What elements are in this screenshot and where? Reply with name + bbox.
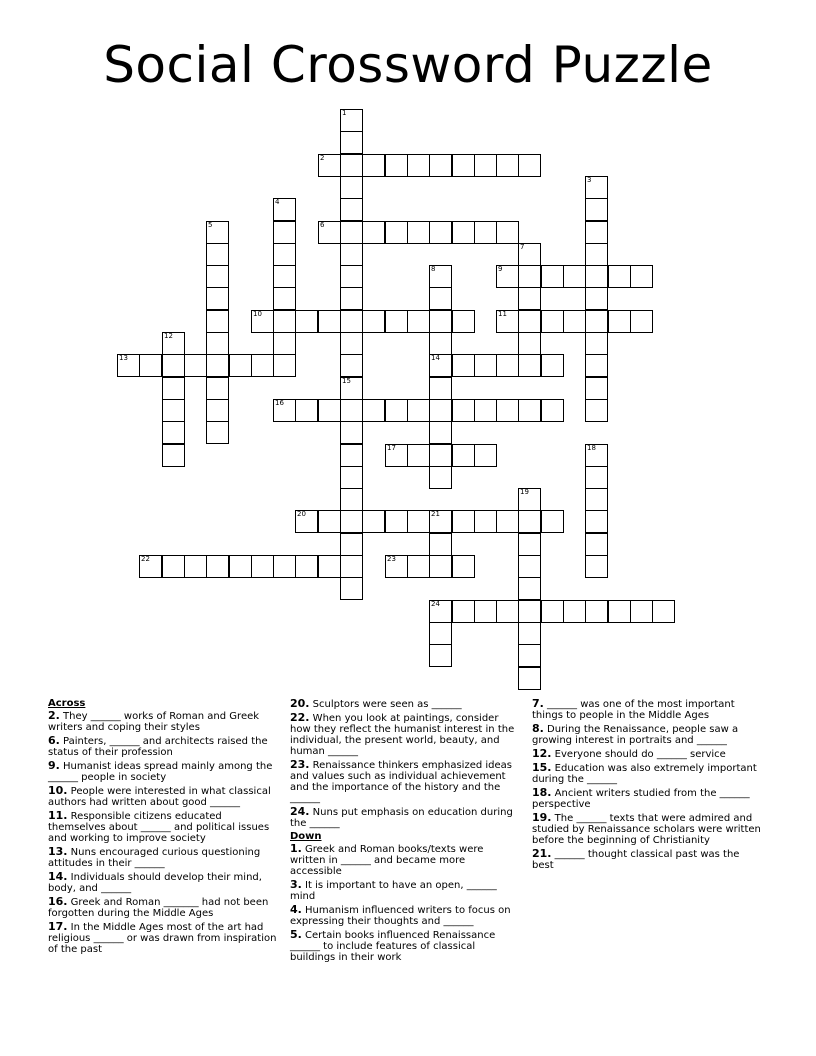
grid-cell[interactable] bbox=[585, 377, 608, 400]
clue-text: ______ thought classical past was the best bbox=[532, 849, 740, 871]
grid-cell[interactable] bbox=[407, 510, 430, 533]
grid-cell[interactable] bbox=[273, 287, 296, 310]
grid-cell[interactable] bbox=[518, 555, 541, 578]
grid-cell[interactable] bbox=[474, 510, 497, 533]
clue-number-label: 15. bbox=[532, 761, 552, 774]
clue-text: ______ was one of the most important things to people in the Middle Ages bbox=[532, 699, 735, 721]
grid-cell[interactable] bbox=[206, 332, 229, 355]
clue-text: Painters, ______ and architects raised the status of their profession bbox=[48, 736, 268, 758]
grid-cell[interactable] bbox=[541, 354, 564, 377]
clue-number-label: 8. bbox=[532, 722, 544, 735]
grid-cell[interactable] bbox=[340, 265, 363, 288]
grid-cell[interactable] bbox=[452, 154, 475, 177]
grid-cell[interactable] bbox=[452, 444, 475, 467]
clue-number-label: 16. bbox=[48, 895, 68, 908]
grid-cell[interactable] bbox=[162, 354, 185, 377]
clue-number-label: 12. bbox=[532, 747, 552, 760]
grid-cell[interactable] bbox=[206, 354, 229, 377]
clue-number: 11 bbox=[498, 310, 507, 318]
clue-number: 13 bbox=[119, 354, 128, 362]
grid-cell[interactable] bbox=[362, 399, 385, 422]
grid-cell[interactable] bbox=[585, 265, 608, 288]
clue-text: Nuns put emphasis on education during the ______ bbox=[290, 807, 513, 829]
grid-cell[interactable] bbox=[117, 354, 140, 377]
grid-cell[interactable] bbox=[563, 600, 586, 623]
grid-cell[interactable] bbox=[340, 287, 363, 310]
clue-item bbox=[48, 710, 278, 733]
grid-cell[interactable] bbox=[385, 444, 408, 467]
grid-cell[interactable] bbox=[273, 354, 296, 377]
clue-item bbox=[290, 698, 520, 710]
clue-text: Renaissance thinkers emphasized ideas and values such as individual achievement and the importance of the history and the ______ bbox=[290, 760, 512, 804]
grid-cell[interactable] bbox=[340, 577, 363, 600]
grid-cell[interactable] bbox=[630, 265, 653, 288]
clue-text: Ancient writers studied from the ______ perspective bbox=[532, 788, 750, 810]
clue-number-label: 11. bbox=[48, 809, 68, 822]
grid-cell[interactable] bbox=[429, 399, 452, 422]
clue-item bbox=[532, 787, 762, 810]
clue-number: 14 bbox=[431, 354, 440, 362]
grid-cell[interactable] bbox=[429, 287, 452, 310]
grid-cell[interactable] bbox=[407, 555, 430, 578]
grid-cell[interactable] bbox=[251, 354, 274, 377]
clue-number: 20 bbox=[297, 510, 306, 518]
clues-column-1 bbox=[48, 698, 278, 957]
clue-item bbox=[290, 759, 520, 804]
grid-cell[interactable] bbox=[518, 265, 541, 288]
grid-cell[interactable] bbox=[496, 399, 519, 422]
grid-cell[interactable] bbox=[541, 265, 564, 288]
clue-number-label: 17. bbox=[48, 920, 68, 933]
clue-number-label: 10. bbox=[48, 784, 68, 797]
grid-cell[interactable] bbox=[206, 265, 229, 288]
grid-cell[interactable] bbox=[340, 510, 363, 533]
grid-cell[interactable] bbox=[206, 310, 229, 333]
grid-cell[interactable] bbox=[452, 310, 475, 333]
clues-column-2 bbox=[290, 698, 520, 965]
clue-number: 16 bbox=[275, 399, 284, 407]
grid-cell[interactable] bbox=[429, 444, 452, 467]
clue-number-label: 3. bbox=[290, 878, 302, 891]
grid-cell[interactable] bbox=[496, 265, 519, 288]
grid-cell[interactable] bbox=[340, 444, 363, 467]
grid-cell[interactable] bbox=[429, 555, 452, 578]
clue-number-label: 18. bbox=[532, 786, 552, 799]
grid-cell[interactable] bbox=[229, 354, 252, 377]
grid-cell[interactable] bbox=[608, 310, 631, 333]
grid-cell[interactable] bbox=[563, 310, 586, 333]
grid-cell[interactable] bbox=[518, 332, 541, 355]
clue-number: 23 bbox=[387, 555, 396, 563]
grid-cell[interactable] bbox=[474, 354, 497, 377]
clue-number-label: 23. bbox=[290, 758, 310, 771]
across-heading: Across bbox=[48, 698, 86, 709]
grid-cell[interactable] bbox=[206, 555, 229, 578]
grid-cell[interactable] bbox=[273, 399, 296, 422]
grid-cell[interactable] bbox=[585, 287, 608, 310]
grid-cell[interactable] bbox=[518, 577, 541, 600]
grid-cell[interactable] bbox=[273, 265, 296, 288]
grid-cell[interactable] bbox=[585, 488, 608, 511]
grid-cell[interactable] bbox=[429, 265, 452, 288]
clue-text: When you look at paintings, consider how they reflect the humanist interest in the individual, the present world, beauty, and human ______ bbox=[290, 713, 515, 757]
grid-cell[interactable] bbox=[139, 354, 162, 377]
clue-number: 7 bbox=[520, 243, 525, 251]
grid-cell[interactable] bbox=[340, 354, 363, 377]
grid-cell[interactable] bbox=[630, 310, 653, 333]
clue-number-label: 13. bbox=[48, 845, 68, 858]
grid-cell[interactable] bbox=[273, 310, 296, 333]
grid-cell[interactable] bbox=[229, 555, 252, 578]
grid-cell[interactable] bbox=[362, 154, 385, 177]
clue-number: 22 bbox=[141, 555, 150, 563]
grid-cell[interactable] bbox=[429, 466, 452, 489]
grid-cell[interactable] bbox=[162, 399, 185, 422]
grid-cell[interactable] bbox=[318, 310, 341, 333]
grid-cell[interactable] bbox=[518, 667, 541, 690]
clue-item bbox=[48, 735, 278, 758]
grid-cell[interactable] bbox=[407, 310, 430, 333]
grid-cell[interactable] bbox=[585, 399, 608, 422]
grid-cell[interactable] bbox=[563, 265, 586, 288]
grid-cell[interactable] bbox=[452, 510, 475, 533]
clue-number-label: 21. bbox=[532, 847, 552, 860]
grid-cell[interactable] bbox=[518, 154, 541, 177]
clue-text: In the Middle Ages most of the art had religious ______ or was drawn from inspiration of the past bbox=[48, 922, 277, 955]
grid-cell[interactable] bbox=[518, 533, 541, 556]
grid-cell[interactable] bbox=[362, 221, 385, 244]
grid-cell[interactable] bbox=[340, 533, 363, 556]
grid-cell[interactable] bbox=[407, 221, 430, 244]
grid-cell[interactable] bbox=[429, 310, 452, 333]
grid-cell[interactable] bbox=[518, 310, 541, 333]
clue-number: 9 bbox=[498, 265, 503, 273]
clue-number: 17 bbox=[387, 444, 396, 452]
grid-cell[interactable] bbox=[162, 332, 185, 355]
clue-text: Sculptors were seen as ______ bbox=[309, 699, 462, 710]
grid-cell[interactable] bbox=[340, 488, 363, 511]
grid-cell[interactable] bbox=[518, 287, 541, 310]
clue-number-label: 4. bbox=[290, 903, 302, 916]
clue-item bbox=[532, 698, 762, 721]
grid-cell[interactable] bbox=[385, 399, 408, 422]
clue-number: 18 bbox=[587, 444, 596, 452]
grid-cell[interactable] bbox=[608, 265, 631, 288]
clue-number: 6 bbox=[320, 221, 325, 229]
grid-cell[interactable] bbox=[429, 332, 452, 355]
grid-cell[interactable] bbox=[184, 354, 207, 377]
grid-cell[interactable] bbox=[474, 600, 497, 623]
grid-cell[interactable] bbox=[385, 510, 408, 533]
clue-number: 19 bbox=[520, 488, 529, 496]
clue-number-label: 14. bbox=[48, 870, 68, 883]
clue-item bbox=[48, 871, 278, 894]
grid-cell[interactable] bbox=[518, 354, 541, 377]
clue-item bbox=[48, 760, 278, 783]
clue-text: Humanism influenced writers to focus on expressing their thoughts and ______ bbox=[290, 905, 511, 927]
clue-text: Humanist ideas spread mainly among the ______ people in society bbox=[48, 761, 273, 783]
grid-cell[interactable] bbox=[407, 444, 430, 467]
grid-cell[interactable] bbox=[206, 377, 229, 400]
grid-cell[interactable] bbox=[295, 310, 318, 333]
clue-number: 12 bbox=[164, 332, 173, 340]
grid-cell[interactable] bbox=[295, 555, 318, 578]
grid-cell[interactable] bbox=[585, 444, 608, 467]
clue-text: Certain books influenced Renaissance ______ to include features of classical buildings in their work bbox=[290, 930, 496, 963]
clue-item bbox=[290, 843, 520, 877]
grid-cell[interactable] bbox=[295, 510, 318, 533]
grid-cell[interactable] bbox=[206, 421, 229, 444]
clue-item bbox=[48, 896, 278, 919]
grid-cell[interactable] bbox=[429, 221, 452, 244]
clue-item bbox=[290, 806, 520, 829]
grid-cell[interactable] bbox=[496, 600, 519, 623]
grid-cell[interactable] bbox=[407, 399, 430, 422]
grid-cell[interactable] bbox=[541, 510, 564, 533]
clues-column-3 bbox=[532, 698, 762, 873]
grid-cell[interactable] bbox=[518, 510, 541, 533]
grid-cell[interactable] bbox=[340, 332, 363, 355]
grid-cell[interactable] bbox=[273, 555, 296, 578]
grid-cell[interactable] bbox=[585, 555, 608, 578]
grid-cell[interactable] bbox=[318, 399, 341, 422]
grid-cell[interactable] bbox=[518, 488, 541, 511]
clue-text: Individuals should develop their mind, body, and ______ bbox=[48, 872, 262, 894]
clue-item bbox=[532, 762, 762, 785]
grid-cell[interactable] bbox=[452, 354, 475, 377]
clue-text: Everyone should do ______ service bbox=[551, 749, 726, 760]
grid-cell[interactable] bbox=[340, 176, 363, 199]
grid-cell[interactable] bbox=[184, 555, 207, 578]
grid-cell[interactable] bbox=[585, 533, 608, 556]
grid-cell[interactable] bbox=[518, 399, 541, 422]
grid-cell[interactable] bbox=[429, 644, 452, 667]
grid-cell[interactable] bbox=[452, 399, 475, 422]
clue-number-label: 1. bbox=[290, 842, 302, 855]
grid-cell[interactable] bbox=[496, 354, 519, 377]
clue-item bbox=[48, 846, 278, 869]
grid-cell[interactable] bbox=[340, 109, 363, 132]
grid-cell[interactable] bbox=[385, 555, 408, 578]
grid-cell[interactable] bbox=[518, 622, 541, 645]
grid-cell[interactable] bbox=[385, 221, 408, 244]
clue-number: 1 bbox=[342, 109, 347, 117]
clue-item bbox=[290, 904, 520, 927]
puzzle-title: Social Crossword Puzzle bbox=[103, 36, 713, 94]
grid-cell[interactable] bbox=[340, 221, 363, 244]
clue-number-label: 9. bbox=[48, 759, 60, 772]
grid-cell[interactable] bbox=[139, 555, 162, 578]
clue-text: The ______ texts that were admired and studied by Renaissance scholars were written before the beginning of Christianity bbox=[532, 813, 761, 846]
clue-number-label: 7. bbox=[532, 697, 544, 710]
grid-cell[interactable] bbox=[362, 510, 385, 533]
grid-cell[interactable] bbox=[585, 510, 608, 533]
grid-cell[interactable] bbox=[206, 399, 229, 422]
grid-cell[interactable] bbox=[496, 154, 519, 177]
grid-cell[interactable] bbox=[496, 221, 519, 244]
grid-cell[interactable] bbox=[652, 600, 675, 623]
grid-cell[interactable] bbox=[385, 310, 408, 333]
grid-cell[interactable] bbox=[162, 377, 185, 400]
clue-number: 24 bbox=[431, 600, 440, 608]
clue-number-label: 22. bbox=[290, 711, 310, 724]
clue-text: Education was also extremely important during the ______ bbox=[532, 763, 757, 785]
clue-item bbox=[48, 810, 278, 844]
grid-cell[interactable] bbox=[452, 221, 475, 244]
grid-cell[interactable] bbox=[162, 421, 185, 444]
grid-cell[interactable] bbox=[585, 310, 608, 333]
grid-cell[interactable] bbox=[295, 399, 318, 422]
clue-number-label: 19. bbox=[532, 811, 552, 824]
clue-text: They ______ works of Roman and Greek writers and coping their styles bbox=[48, 711, 260, 733]
grid-cell[interactable] bbox=[340, 466, 363, 489]
grid-cell[interactable] bbox=[340, 243, 363, 266]
grid-cell[interactable] bbox=[362, 310, 385, 333]
grid-cell[interactable] bbox=[340, 198, 363, 221]
grid-cell[interactable] bbox=[340, 377, 363, 400]
clue-number: 5 bbox=[208, 221, 213, 229]
grid-cell[interactable] bbox=[385, 154, 408, 177]
grid-cell[interactable] bbox=[429, 354, 452, 377]
clue-number: 2 bbox=[320, 154, 325, 162]
clue-number: 15 bbox=[342, 377, 351, 385]
grid-cell[interactable] bbox=[518, 243, 541, 266]
grid-cell[interactable] bbox=[608, 600, 631, 623]
grid-cell[interactable] bbox=[496, 510, 519, 533]
clue-number-label: 2. bbox=[48, 709, 60, 722]
grid-cell[interactable] bbox=[429, 600, 452, 623]
grid-cell[interactable] bbox=[585, 332, 608, 355]
grid-cell[interactable] bbox=[630, 600, 653, 623]
clue-item bbox=[48, 785, 278, 808]
grid-cell[interactable] bbox=[585, 198, 608, 221]
grid-cell[interactable] bbox=[206, 243, 229, 266]
clue-number-label: 5. bbox=[290, 928, 302, 941]
grid-cell[interactable] bbox=[474, 399, 497, 422]
grid-cell[interactable] bbox=[340, 421, 363, 444]
grid-cell[interactable] bbox=[518, 600, 541, 623]
clue-number-label: 6. bbox=[48, 734, 60, 747]
grid-cell[interactable] bbox=[541, 310, 564, 333]
clue-text: During the Renaissance, people saw a growing interest in portraits and ______ bbox=[532, 724, 739, 746]
clue-number: 21 bbox=[431, 510, 440, 518]
grid-cell[interactable] bbox=[429, 533, 452, 556]
grid-cell[interactable] bbox=[340, 555, 363, 578]
grid-cell[interactable] bbox=[340, 399, 363, 422]
clue-text: Greek and Roman books/texts were written in ______ and became more accessible bbox=[290, 844, 484, 877]
grid-cell[interactable] bbox=[273, 243, 296, 266]
clue-number: 10 bbox=[253, 310, 262, 318]
grid-cell[interactable] bbox=[429, 510, 452, 533]
clue-item bbox=[532, 723, 762, 746]
clue-item bbox=[290, 929, 520, 963]
clue-item bbox=[532, 848, 762, 871]
clue-item bbox=[290, 712, 520, 757]
grid-cell[interactable] bbox=[206, 221, 229, 244]
grid-cell[interactable] bbox=[318, 154, 341, 177]
clue-text: Greek and Roman _______ had not been forgotten during the Middle Ages bbox=[48, 897, 269, 919]
grid-cell[interactable] bbox=[340, 154, 363, 177]
grid-cell[interactable] bbox=[429, 154, 452, 177]
grid-cell[interactable] bbox=[585, 466, 608, 489]
clue-item bbox=[290, 879, 520, 902]
grid-cell[interactable] bbox=[474, 154, 497, 177]
grid-cell[interactable] bbox=[585, 600, 608, 623]
clue-text: People were interested in what classical authors had written about good ______ bbox=[48, 786, 271, 808]
grid-cell[interactable] bbox=[474, 221, 497, 244]
grid-cell[interactable] bbox=[162, 444, 185, 467]
clue-number: 4 bbox=[275, 198, 280, 206]
down-heading: Down bbox=[290, 831, 322, 842]
grid-cell[interactable] bbox=[340, 131, 363, 154]
grid-cell[interactable] bbox=[585, 243, 608, 266]
grid-cell[interactable] bbox=[251, 555, 274, 578]
grid-cell[interactable] bbox=[452, 600, 475, 623]
grid-cell[interactable] bbox=[541, 399, 564, 422]
grid-cell[interactable] bbox=[206, 287, 229, 310]
clue-text: Nuns encouraged curious questioning attitudes in their ______ bbox=[48, 847, 261, 869]
clue-item bbox=[48, 921, 278, 955]
grid-cell[interactable] bbox=[318, 510, 341, 533]
grid-cell[interactable] bbox=[518, 644, 541, 667]
grid-cell[interactable] bbox=[452, 555, 475, 578]
grid-cell[interactable] bbox=[318, 221, 341, 244]
grid-cell[interactable] bbox=[541, 600, 564, 623]
grid-cell[interactable] bbox=[318, 555, 341, 578]
clue-number-label: 20. bbox=[290, 697, 310, 710]
grid-cell[interactable] bbox=[273, 221, 296, 244]
grid-cell[interactable] bbox=[429, 377, 452, 400]
clue-number: 3 bbox=[587, 176, 592, 184]
clue-item bbox=[532, 812, 762, 846]
clue-text: Responsible citizens educated themselves about ______ and political issues and working to improve society bbox=[48, 811, 270, 844]
grid-cell[interactable] bbox=[162, 555, 185, 578]
grid-cell[interactable] bbox=[585, 354, 608, 377]
grid-cell[interactable] bbox=[429, 622, 452, 645]
clue-number: 8 bbox=[431, 265, 436, 273]
grid-cell[interactable] bbox=[474, 444, 497, 467]
clue-text: It is important to have an open, ______ mind bbox=[290, 880, 497, 902]
clue-item bbox=[532, 748, 762, 760]
grid-cell[interactable] bbox=[340, 310, 363, 333]
grid-cell[interactable] bbox=[429, 421, 452, 444]
grid-cell[interactable] bbox=[407, 154, 430, 177]
grid-cell[interactable] bbox=[496, 310, 519, 333]
grid-cell[interactable] bbox=[585, 176, 608, 199]
grid-cell[interactable] bbox=[273, 332, 296, 355]
clue-number-label: 24. bbox=[290, 805, 310, 818]
grid-cell[interactable] bbox=[273, 198, 296, 221]
grid-cell[interactable] bbox=[585, 221, 608, 244]
grid-cell[interactable] bbox=[251, 310, 274, 333]
